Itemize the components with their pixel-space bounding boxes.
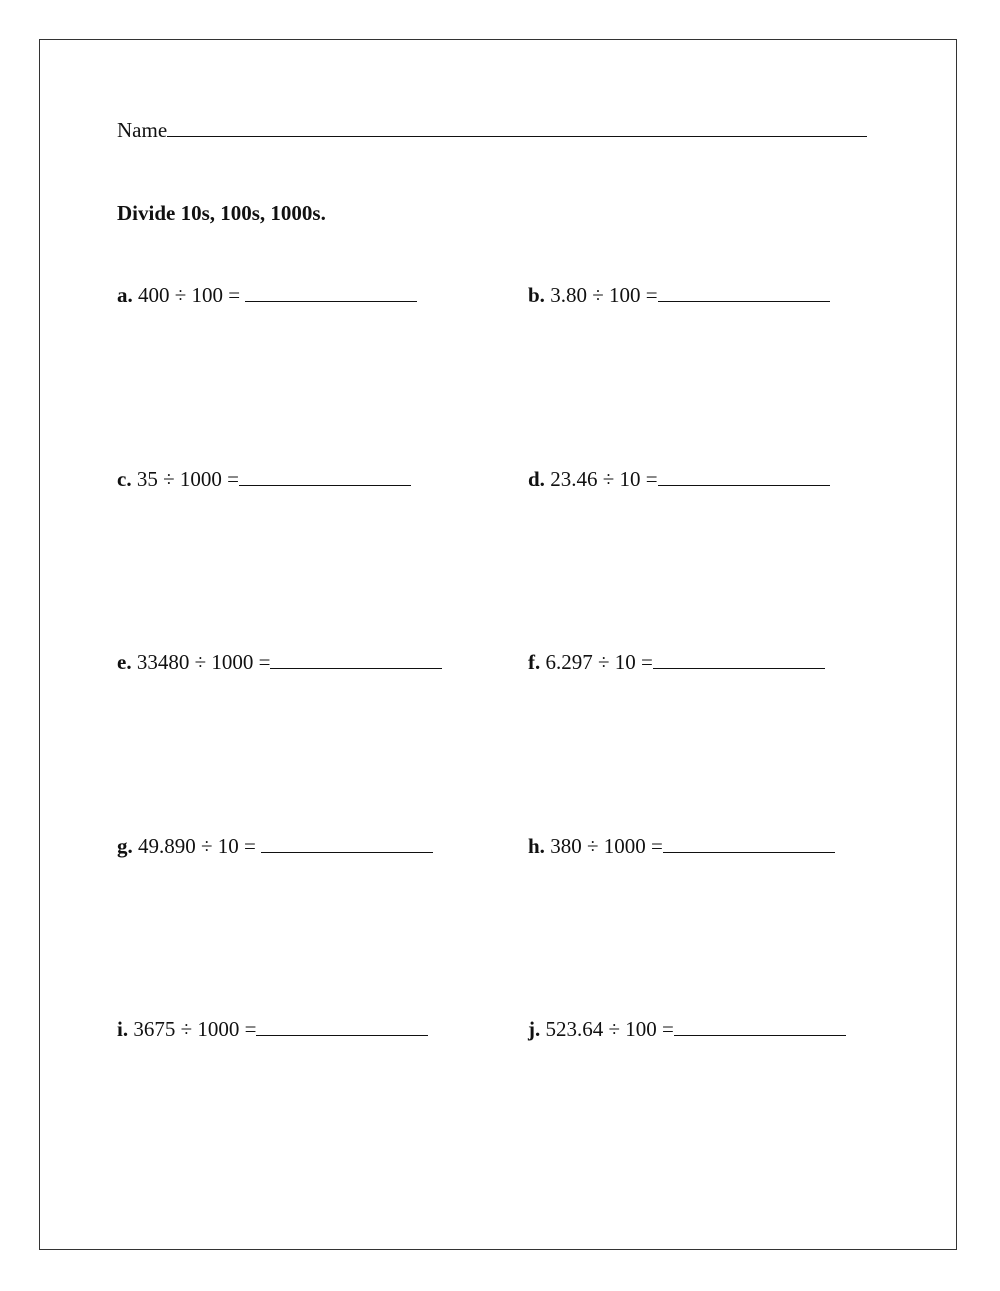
problem-i bbox=[117, 1017, 428, 1042]
problem-letter: j. bbox=[528, 1017, 541, 1041]
problem-letter: e. bbox=[117, 650, 132, 674]
instructions-heading: Divide 10s, 100s, 1000s. bbox=[117, 201, 326, 225]
answer-blank[interactable] bbox=[239, 467, 411, 486]
problem-expression: 6.297 ÷ 10 = bbox=[545, 650, 653, 674]
problem-expression: 35 ÷ 1000 = bbox=[136, 467, 239, 491]
name-answer-blank[interactable] bbox=[167, 116, 867, 137]
problem-letter: i. bbox=[117, 1017, 129, 1041]
problem-expression: 523.64 ÷ 100 = bbox=[545, 1017, 674, 1041]
answer-blank[interactable] bbox=[674, 1017, 846, 1036]
problem-letter: a. bbox=[117, 283, 133, 307]
answer-blank[interactable] bbox=[270, 650, 442, 669]
answer-blank[interactable] bbox=[261, 834, 433, 853]
name-label: Name bbox=[117, 118, 168, 142]
problem-expression: 23.46 ÷ 10 = bbox=[550, 467, 658, 491]
problem-c bbox=[117, 467, 411, 492]
answer-blank[interactable] bbox=[653, 650, 825, 669]
problem-letter: f. bbox=[528, 650, 541, 674]
problem-j bbox=[528, 1017, 846, 1042]
problem-expression: 33480 ÷ 1000 = bbox=[136, 650, 271, 674]
answer-blank[interactable] bbox=[245, 283, 417, 302]
problem-letter: h. bbox=[528, 834, 545, 858]
problem-expression: 49.890 ÷ 10 = bbox=[138, 834, 262, 858]
problem-f bbox=[528, 650, 825, 675]
problem-expression: 400 ÷ 100 = bbox=[138, 283, 246, 307]
problem-g bbox=[117, 834, 433, 859]
problem-e bbox=[117, 650, 442, 675]
problem-letter: g. bbox=[117, 834, 133, 858]
answer-blank[interactable] bbox=[663, 834, 835, 853]
answer-blank[interactable] bbox=[658, 467, 830, 486]
problem-letter: d. bbox=[528, 467, 545, 491]
problem-a bbox=[117, 283, 417, 308]
problem-d bbox=[528, 467, 830, 492]
problem-expression: 380 ÷ 1000 = bbox=[550, 834, 663, 858]
problem-h bbox=[528, 834, 835, 859]
name-field[interactable] bbox=[117, 116, 867, 143]
problem-expression: 3675 ÷ 1000 = bbox=[133, 1017, 257, 1041]
answer-blank[interactable] bbox=[658, 283, 830, 302]
problem-b bbox=[528, 283, 830, 308]
answer-blank[interactable] bbox=[256, 1017, 428, 1036]
problem-letter: b. bbox=[528, 283, 545, 307]
problem-expression: 3.80 ÷ 100 = bbox=[550, 283, 658, 307]
problem-letter: c. bbox=[117, 467, 132, 491]
